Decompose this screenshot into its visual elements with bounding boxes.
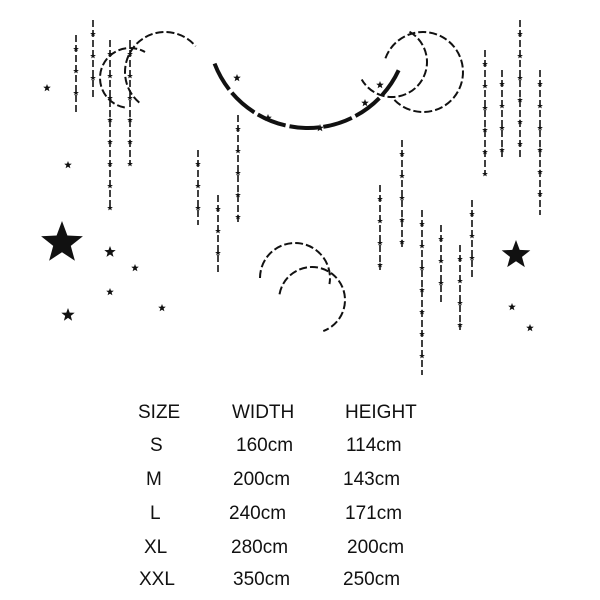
header-width: WIDTH: [232, 402, 295, 423]
row-width: 240cm: [229, 503, 287, 524]
row-width: 280cm: [231, 537, 289, 558]
row-height: 250cm: [343, 569, 401, 590]
row-height: 171cm: [345, 503, 403, 524]
row-size: M: [146, 469, 162, 490]
row-size: XL: [144, 537, 168, 558]
row-size: L: [150, 503, 161, 524]
header-height: HEIGHT: [345, 402, 417, 423]
row-size: XXL: [139, 569, 175, 590]
row-width: 160cm: [236, 435, 294, 456]
row-size: S: [150, 435, 163, 456]
row-height: 143cm: [343, 469, 401, 490]
row-height: 200cm: [347, 537, 405, 558]
header-size: SIZE: [138, 402, 181, 423]
row-width: 200cm: [233, 469, 291, 490]
row-height: 114cm: [346, 435, 402, 456]
row-width: 350cm: [233, 569, 291, 590]
